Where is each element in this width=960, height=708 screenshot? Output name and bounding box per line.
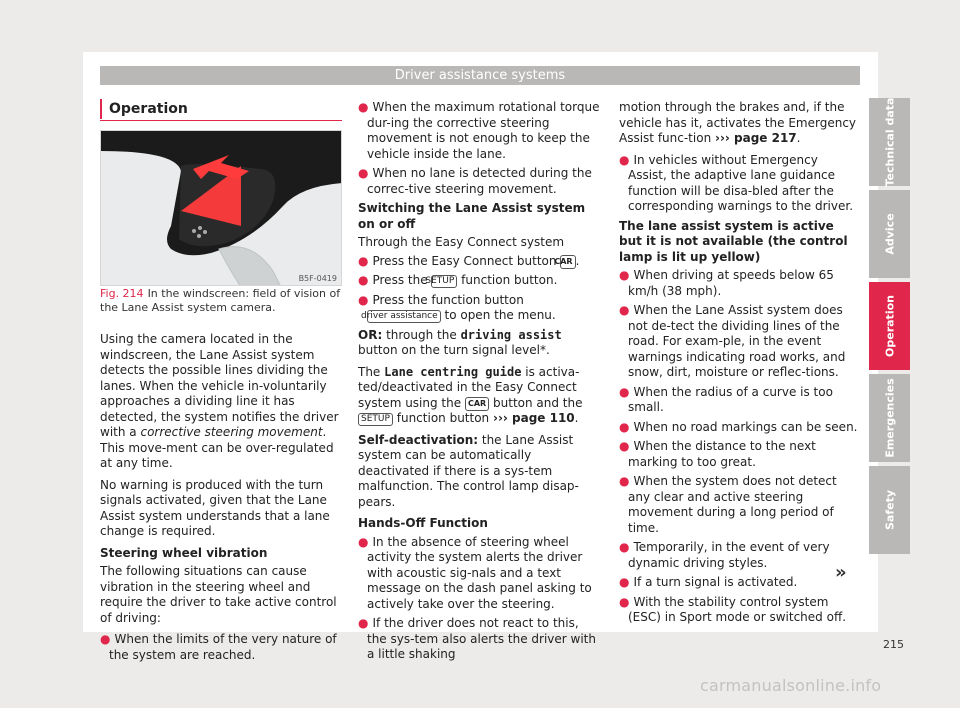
page-number: 215 bbox=[883, 638, 904, 651]
chapter-header: Driver assistance systems bbox=[100, 66, 860, 85]
figure-label: Fig. 214 bbox=[100, 287, 144, 300]
col2-heading-switching: Switching the Lane Assist system on or off bbox=[358, 201, 586, 231]
col2-bullet-5: ● Press the function button driver assistance to open the menu. bbox=[358, 292, 556, 322]
column-3 bbox=[619, 100, 859, 630]
figure-caption-text: In the windscreen: field of vision of the Lane Assist system camera. bbox=[100, 287, 341, 314]
setup-key-icon: SETUP bbox=[431, 275, 457, 288]
tab-advice[interactable]: Advice bbox=[869, 190, 910, 278]
col1-bullet-1: ● When the limits of the very nature of the system are reached. bbox=[100, 632, 337, 662]
col3-bullet-2: ● When driving at speeds below 65 km/h (38 mph). bbox=[619, 268, 834, 298]
tab-emergencies[interactable]: Emergencies bbox=[869, 374, 910, 462]
col2-paragraph-1: Through the Easy Connect system bbox=[358, 235, 565, 249]
col2-paragraph-self-deactivation: Self-deactivation: the Lane Assist system can be automatically deactivated if there is a sys-tem malfunction. The control lamp disap-pears. bbox=[358, 432, 579, 509]
col2-bullet-6: ● In the absence of steering wheel activity the system alerts the driver with acoustic sig-nals and a text message on the dash panel asking to actively take over the steering. bbox=[358, 534, 592, 611]
col1-paragraph-3: The following situations can cause vibration in the steering wheel and require the driver to take active control of driving: bbox=[100, 564, 337, 625]
col2-heading-hands-off: Hands-Off Function bbox=[358, 516, 488, 530]
col2-bullet-7: ● If the driver does not react to this, the sys-tem also alerts the driver with a little shaking bbox=[358, 616, 596, 661]
col2-bullet-1: ● When the maximum rotational torque dur-ing the corrective steering movement is not enough to keep the vehicle inside the lane. bbox=[358, 100, 600, 161]
col1-paragraph-2: No warning is produced with the turn signals activated, given that the Lane Assist system understands that a lane change is required. bbox=[100, 477, 330, 538]
col3-bullet-10: ● With the stability control system (ESC) in Sport mode or switched off. bbox=[619, 594, 847, 624]
col2-paragraph-centring: The Lane centring guide is activa-ted/deactivated in the Easy Connect system using the CAR button and the SETUP function button ››› page 110. bbox=[358, 364, 583, 425]
col3-paragraph-1: motion through the brakes and, if the vehicle has it, activates the Emergency Assist func-tion ››› page 217. bbox=[619, 100, 857, 145]
car-key-icon-2: CAR bbox=[465, 397, 489, 411]
side-tabs bbox=[869, 98, 910, 558]
col3-bullet-4: ● When the radius of a curve is too small. bbox=[619, 384, 833, 414]
col2-bullet-4: ● Press the SETUP function button. bbox=[358, 273, 558, 287]
col2-bullet-3: ● Press the Easy Connect button CAR . bbox=[358, 253, 580, 268]
col3-bullet-1: ● In vehicles without Emergency Assist, the adaptive lane guidance function will be disa-bled after the corresponding warnings to the driver. bbox=[619, 152, 854, 213]
col3-bullet-5: ● When no road markings can be seen. bbox=[619, 419, 858, 434]
col1-paragraph-1: Using the camera located in the windscreen, the Lane Assist system detects the possible lines dividing the lanes. When the vehicle in-voluntarily approaches a dividing line it has detected, the system notifies the driver with a corrective steering movement. This move-ment can be over-regulated at any time. bbox=[100, 332, 339, 470]
continue-chevron-icon: » bbox=[835, 562, 847, 583]
driver-assistance-key-icon: driver assistance bbox=[367, 310, 441, 323]
col3-bullet-9: ● If a turn signal is activated. bbox=[619, 575, 798, 589]
col2-bullet-2: ● When no lane is detected during the correc-tive steering movement. bbox=[358, 166, 592, 196]
tab-operation[interactable]: Operation bbox=[869, 282, 910, 370]
col3-bullet-7: ● When the system does not detect any clear and active steering movement during a long period of time. bbox=[619, 474, 837, 535]
car-key-icon: CAR bbox=[560, 255, 575, 269]
section-title: Operation bbox=[100, 99, 342, 121]
tab-technical-data[interactable]: Technical data bbox=[869, 98, 910, 186]
col3-bullet-6: ● When the distance to the next marking to too great. bbox=[619, 439, 816, 469]
figure-image bbox=[100, 130, 342, 286]
tab-safety[interactable]: Safety bbox=[869, 466, 910, 554]
column-2 bbox=[358, 100, 601, 667]
col1-heading-vibration: Steering wheel vibration bbox=[100, 545, 268, 560]
column-1 bbox=[100, 332, 340, 667]
watermark-text: carmanualsonline.info bbox=[700, 676, 882, 695]
col3-heading-not-available: The lane assist system is active but it is not available (the control lamp is lit up yellow) bbox=[619, 218, 848, 264]
col3-bullet-8: ● Temporarily, in the event of very dynamic driving styles. bbox=[619, 540, 830, 570]
col3-bullet-3: ● When the Lane Assist system does not de-tect the dividing lines of the road. For exam-ple, in the event warnings indicating road works, and snow, dirt, moisture or reflec-tions. bbox=[619, 303, 846, 379]
figure-code: B5F-0419 bbox=[298, 274, 337, 283]
windscreen-camera-illustration bbox=[101, 131, 342, 286]
col2-paragraph-or: OR: through the driving assist button on the turn signal level*. bbox=[358, 327, 562, 357]
figure-caption bbox=[100, 287, 342, 315]
setup-key-icon-2: SETUP bbox=[358, 413, 393, 426]
page-110-link[interactable]: ››› page 110 bbox=[493, 411, 575, 425]
page-217-link[interactable]: ››› page 217 bbox=[715, 131, 797, 145]
